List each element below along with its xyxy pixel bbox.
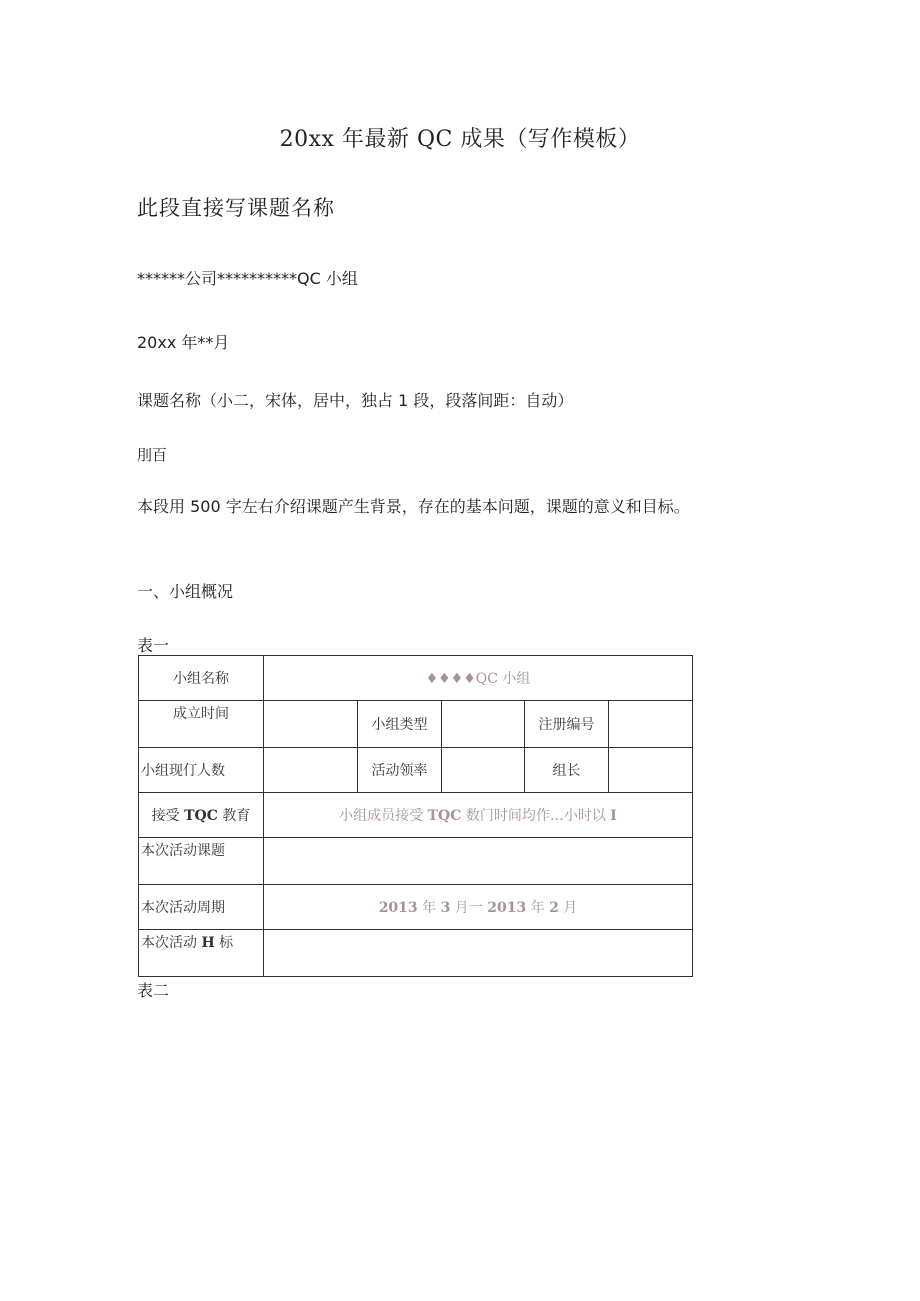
subject-placeholder: 此段直接写课题名称: [137, 196, 335, 220]
table-row: [139, 838, 693, 885]
leader-value: [609, 748, 693, 793]
reg-no-label: 注册编号: [525, 701, 609, 748]
members-value: [264, 748, 358, 793]
founded-label: 成立时间: [139, 701, 264, 748]
goal-label-text: 标: [219, 935, 234, 951]
goal-value: [264, 930, 693, 977]
tqc-value-text: I: [610, 808, 617, 824]
goal-label-text: H: [201, 935, 215, 951]
table-row: [139, 885, 693, 930]
tqc-label-text: 接受: [151, 808, 180, 824]
tqc-value-text: 小组成员接受: [339, 808, 424, 824]
group-type-value: [442, 701, 525, 748]
document-title: 20xx 年最新 QC 成果（写作模板）: [279, 127, 641, 152]
table-row: [139, 701, 693, 748]
section1-heading: 一、小组概况: [137, 582, 234, 601]
tqc-label-text: TQC: [184, 808, 218, 824]
topic-label: 本次活动课题: [139, 838, 264, 885]
members-label: 小组现仃人数: [139, 748, 264, 793]
tqc-value-text: TQC: [427, 808, 462, 824]
subject-format-note: 课题名称（小二，宋体，居中，独占 1 段，段落间距：自动）: [137, 391, 574, 410]
table2-caption: 表二: [137, 981, 170, 1000]
table-row: [139, 930, 693, 977]
goal-label: [139, 930, 264, 977]
tqc-label-text: 教育: [222, 808, 251, 824]
reg-no-value: [609, 701, 693, 748]
table-row: [139, 656, 693, 701]
table1-caption: 表一: [137, 636, 170, 655]
group-name-label: 小组名称: [139, 656, 264, 701]
founded-value: [264, 701, 358, 748]
period-label: 本次活动周期: [139, 885, 264, 930]
period-value-text: 2013: [487, 900, 527, 916]
activity-rate-value: [442, 748, 525, 793]
intro-paragraph: 本段用 500 字左右介绍课题产生背景，存在的基本问题，课题的意义和目标。: [137, 497, 690, 516]
period-value-text: 3: [440, 900, 451, 916]
goal-label-text: 本次活动: [141, 935, 197, 951]
table-row: [139, 748, 693, 793]
preface-heading: 刖百: [137, 446, 168, 464]
group-line: ******公司**********QC 小组: [137, 269, 358, 288]
period-value-text: 2: [549, 900, 559, 916]
group-name-value: ♦♦♦♦QC 小组: [264, 656, 693, 701]
activity-rate-label: 活动领率: [358, 748, 442, 793]
period-value-text: 年: [530, 900, 545, 916]
group-type-label: 小组类型: [358, 701, 442, 748]
topic-value: [264, 838, 693, 885]
table-row: [139, 793, 693, 838]
leader-label: 组长: [525, 748, 609, 793]
period-value-text: 年: [422, 900, 437, 916]
period-value-text: 月: [563, 900, 578, 916]
period-value: [264, 885, 693, 930]
tqc-value-text: 数门时间均作…小时以: [465, 808, 606, 824]
period-value-text: 月一: [454, 900, 483, 916]
tqc-value: [264, 793, 693, 838]
group-overview-table: [138, 655, 693, 977]
period-value-text: 2013: [378, 900, 418, 916]
tqc-label: [139, 793, 264, 838]
date-line: 20xx 年**月: [137, 333, 230, 352]
